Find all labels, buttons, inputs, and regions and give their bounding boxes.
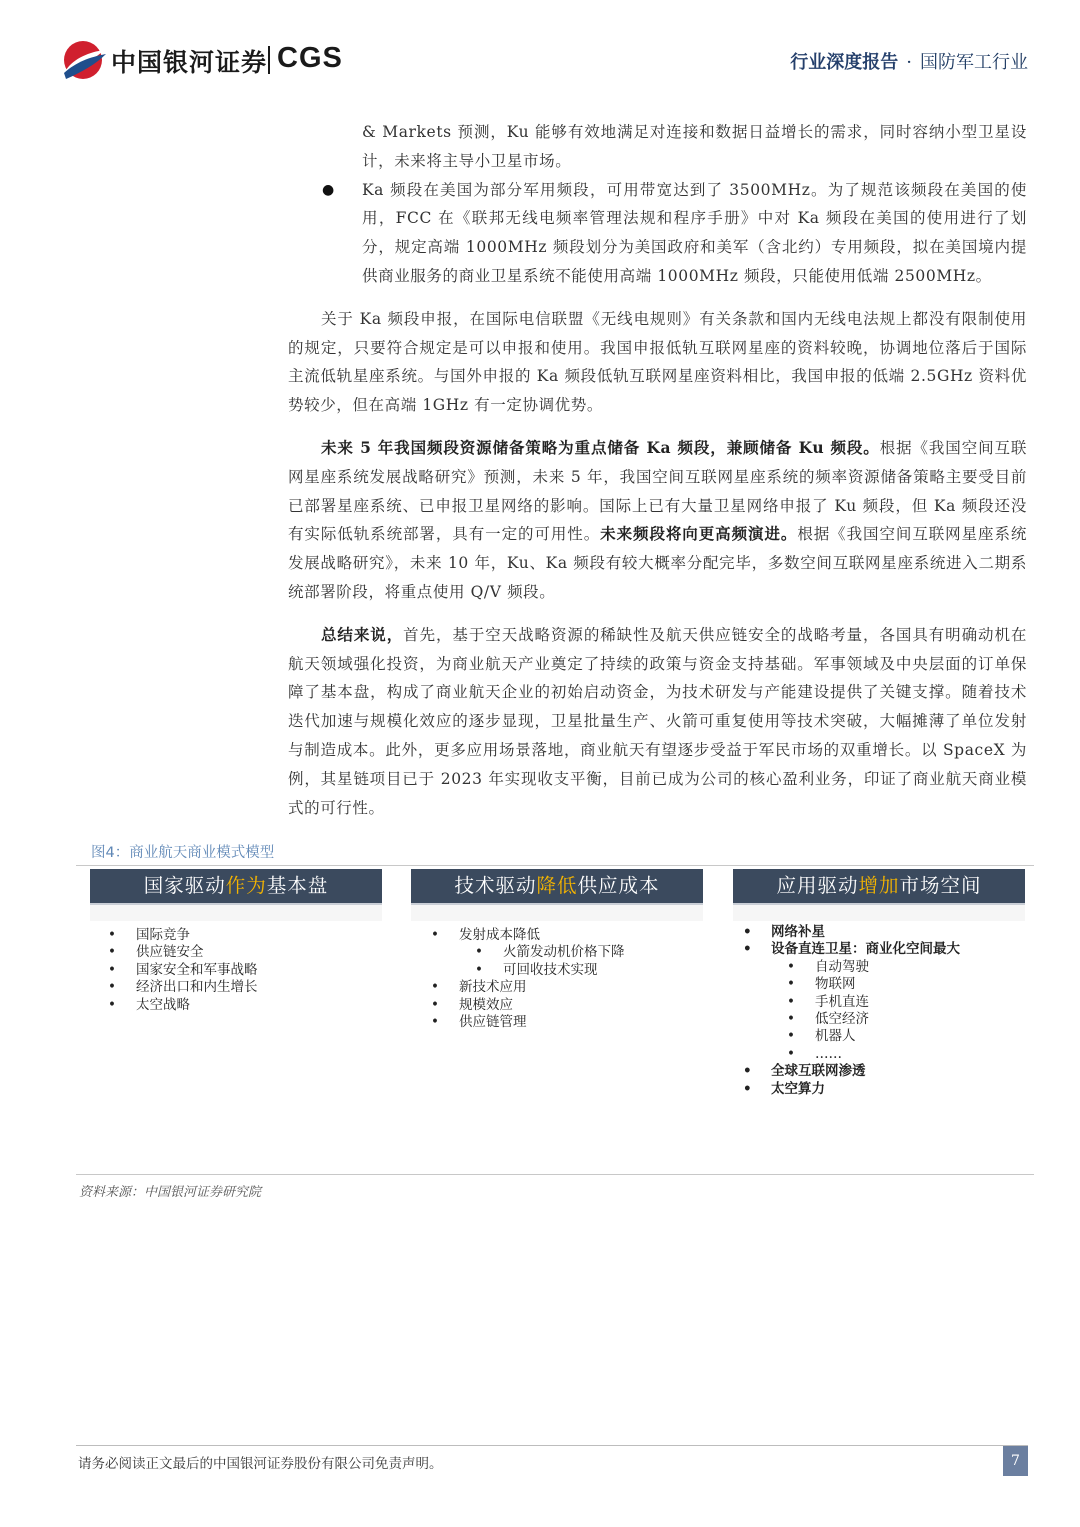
figure-top-rule <box>76 865 1034 866</box>
header-pre: 技术驱动 <box>454 874 537 897</box>
header-highlight: 降低 <box>536 874 578 897</box>
list-subitem: • …… <box>815 1046 960 1063</box>
bullet-dot-icon: ● <box>322 181 335 198</box>
footer-rule <box>76 1445 1028 1446</box>
column-list <box>459 927 625 1031</box>
paragraph-summary <box>288 621 1027 823</box>
list-item: • 太空算力 <box>771 1081 960 1098</box>
bullet-ka-band <box>288 176 1027 291</box>
column-header <box>411 869 703 905</box>
column-list <box>771 924 960 1098</box>
logo-cn-text: 中国银河证券 <box>111 48 268 77</box>
column-header <box>90 869 382 905</box>
list-item: • 设备直连卫星：商业化空间最大 <box>771 941 960 958</box>
cgs-logo-icon <box>60 40 106 80</box>
list-item: • 发射成本降低 <box>459 927 625 944</box>
model-column-application <box>733 869 1025 1162</box>
model-column-tech <box>411 869 703 1162</box>
para3-bold: 总结来说， <box>321 624 404 644</box>
page-header <box>0 0 1080 100</box>
list-item: • 太空战略 <box>136 997 258 1014</box>
figure-source: 资料来源：中国银河证券研究院 <box>79 1185 262 1200</box>
logo-en-text: CGS <box>277 42 343 74</box>
header-pre: 国家驱动 <box>143 874 226 897</box>
list-subitem: • 可回收技术实现 <box>503 962 625 979</box>
figure-title: 图4：商业航天商业模式模型 <box>91 845 275 861</box>
list-item: • 国家安全和军事战略 <box>136 962 258 979</box>
model-column-state <box>90 869 382 1162</box>
logo-separator <box>268 46 270 74</box>
column-body <box>411 921 703 1162</box>
bullet2-text: Ka 频段在美国为部分军用频段，可用带宽达到了 3500MHz。为了规范该频段在美国的使用，FCC 在《联邦无线电频率管理法规和程序手册》中对 Ka 频段在美国的使用进行了划分，规定高端 1000MHz 频段划分为美国政府和美军（含北约）专用频段，拟在美国境内提供商业服务的商业卫星系统不能使用高端 1000MHz 频段，只能使用低端 2500MHz。 <box>362 180 1027 285</box>
list-item: • 经济出口和内生增长 <box>136 979 258 996</box>
page-number: 7 <box>1003 1446 1028 1476</box>
para2-bold1: 未来 5 年我国频段资源储备策略为重点储备 Ka 频段，兼顾储备 Ku 频段。 <box>321 437 880 457</box>
figure-bottom-rule <box>76 1174 1034 1175</box>
list-subitem: • 火箭发动机价格下降 <box>503 944 625 961</box>
list-item: • 国际竞争 <box>136 927 258 944</box>
list-item: • 供应链管理 <box>459 1014 625 1031</box>
bullet1-text: & Markets 预测，Ku 能够有效地满足对连接和数据日益增长的需求，同时容纳小型卫星设计，未来将主导小卫星市场。 <box>362 123 1027 170</box>
list-subitem: • 物联网 <box>815 976 960 993</box>
column-list <box>136 927 258 1014</box>
para2-text2: 根据《我国空间互联网星座系统发展战略研究》，未来 10 年，Ku、Ka 频段有较大概率分配完毕，多数空间互联网星座系统进入二期系统部署阶段，将重点使用 Q/V 频段。 <box>288 525 1027 601</box>
report-separator: · <box>906 52 912 73</box>
report-sector-label: 国防军工行业 <box>920 52 1028 73</box>
header-post: 供应成本 <box>577 874 660 897</box>
list-item: • 供应链安全 <box>136 944 258 961</box>
paragraph-ka-declaration: 关于 Ka 频段申报，在国际电信联盟《无线电规则》有关条款和国内无线电法规上都没有限制使用的规定，只要符合规定是可以申报和使用。我国申报低轨互联网星座的资料较晚，协调地位落后于国际主流低轨星座系统。与国外申报的 Ka 频段低轨互联网星座资料相比，我国申报的低端 2.5GHz 资料优势较少，但在高端 1GHz 有一定协调优势。 <box>288 309 1027 415</box>
column-header <box>733 869 1025 905</box>
bullet-continued <box>288 118 1027 176</box>
paragraph-band-strategy <box>288 434 1027 607</box>
header-highlight: 增加 <box>858 874 900 897</box>
footer-disclaimer: 请务必阅读正文最后的中国银河证券股份有限公司免责声明。 <box>78 1456 443 1472</box>
list-subitem: • 低空经济 <box>815 1011 960 1028</box>
para2-bold2: 未来频段将向更高频演进。 <box>600 524 798 544</box>
list-subitem: • 机器人 <box>815 1028 960 1045</box>
report-main-label: 行业深度报告 <box>790 52 899 73</box>
list-item: • 全球互联网渗透 <box>771 1063 960 1080</box>
column-body <box>733 921 1025 1162</box>
header-post: 基本盘 <box>266 874 329 897</box>
list-item: • 规模效应 <box>459 997 625 1014</box>
list-subitem: • 自动驾驶 <box>815 959 960 976</box>
para3-text: 首先，基于空天战略资源的稀缺性及航天供应链安全的战略考量，各国具有明确动机在航天领域强化投资，为商业航天产业奠定了持续的政策与资金支持基础。军事领域及中央层面的订单保障了基本盘，构成了商业航天企业的初始启动资金，为技术研发与产能建设提供了关键支撑。随着技术迭代加速与规模化效应的逐步显现，卫星批量生产、火箭可重复使用等技术突破，大幅摊薄了单位发射与制造成本。此外，更多应用场景落地，商业航天有望逐步受益于军民市场的双重增长。以 SpaceX 为例，其星链项目已于 2023 年实现收支平衡，目前已成为公司的核心盈利业务，印证了商业航天商业模式的可行性。 <box>288 625 1027 817</box>
list-item: • 网络补星 <box>771 924 960 941</box>
column-body <box>90 921 382 1162</box>
para2-text1: 根据《我国空间互联网星座系统发展战略研究》预测，未来 5 年，我国空间互联网星座系统的频率资源储备策略主要受目前已部署星座系统、已申报卫星网络的影响。国际上已有大量卫星网络申报了 Ku 频段，但 Ka 频段还没有实际低轨系统部署，具有一定的可用性。 <box>288 438 1027 544</box>
header-post: 市场空间 <box>899 874 982 897</box>
header-pre: 应用驱动 <box>776 874 859 897</box>
report-type-label <box>790 48 1028 74</box>
header-highlight: 作为 <box>225 874 267 897</box>
body-text <box>288 118 1027 822</box>
list-subitem: • 手机直连 <box>815 994 960 1011</box>
list-item: • 新技术应用 <box>459 979 625 996</box>
